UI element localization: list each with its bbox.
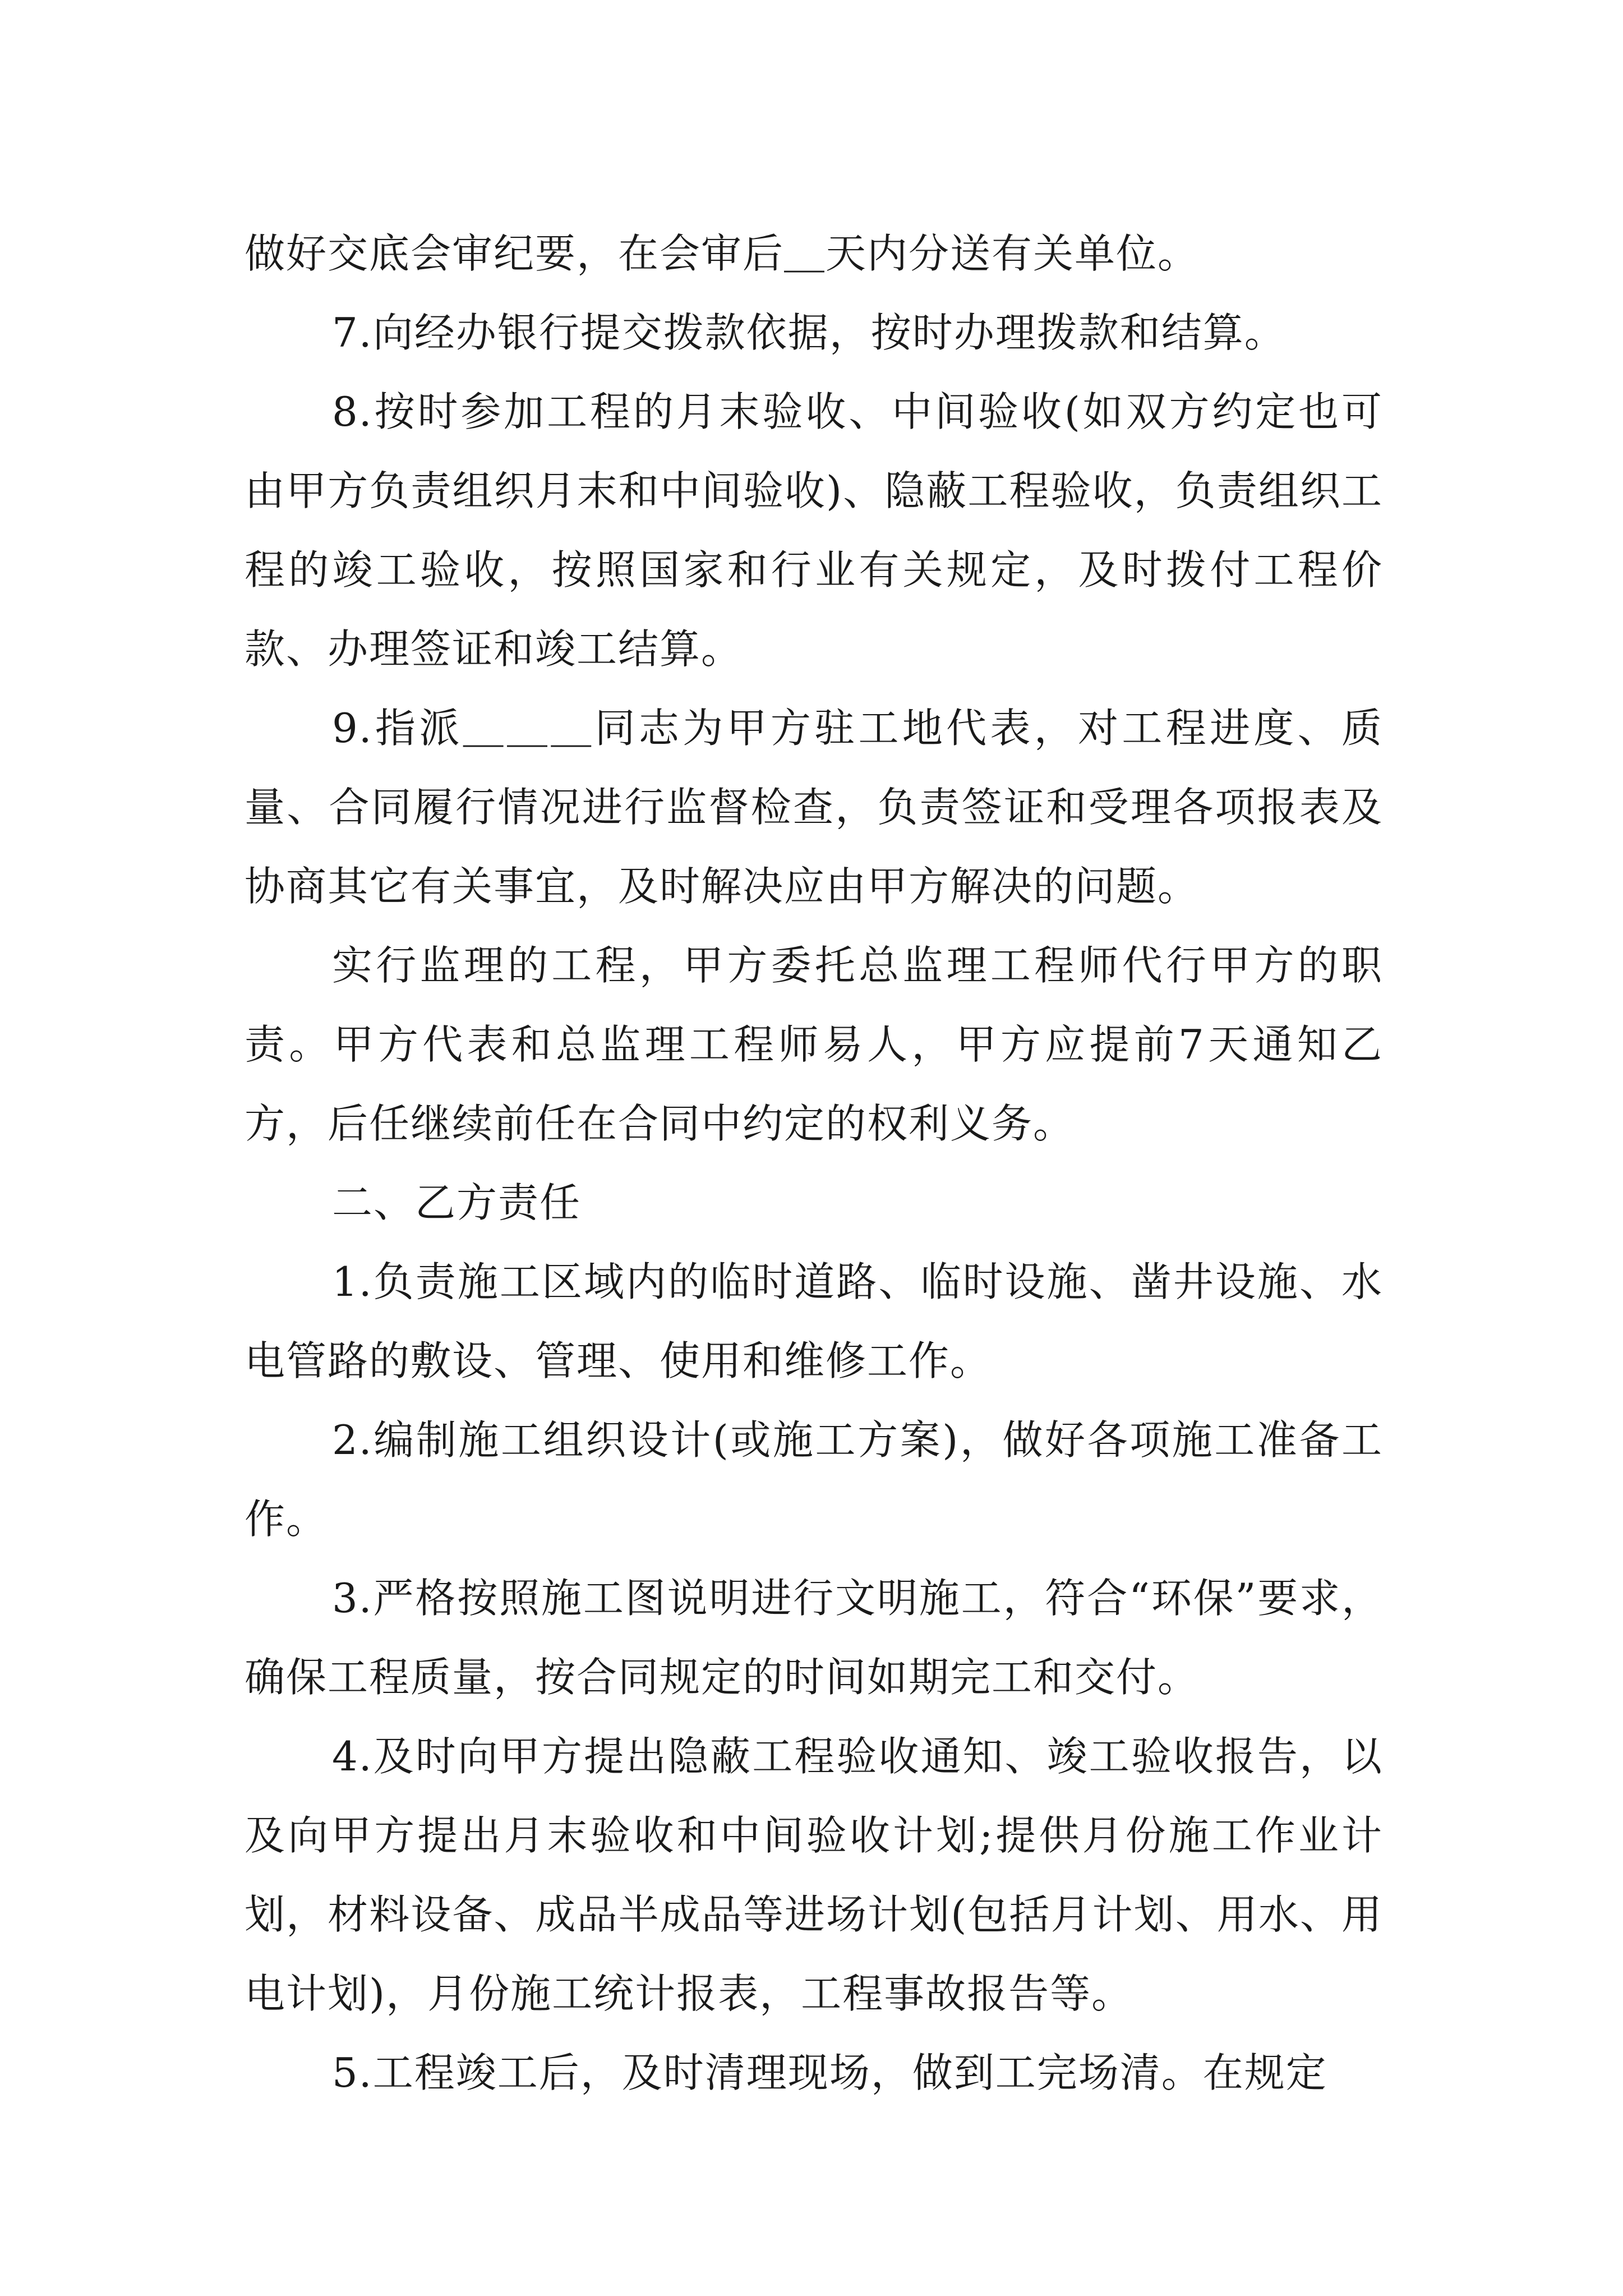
paragraph-9: 3.严格按照施工图说明进行文明施工，符合“环保”要求，确保工程质量，按合同规定的时间如期完工和交付。 [245,1575,1383,1701]
paragraph-10: 4.及时向甲方提出隐蔽工程验收通知、竣工验收报告，以及向甲方提出月末验收和中间验收计划;提供月份施工作业计划，材料设备、成品半成品等进场计划(包括月计划、用水、用电计划)，月份施工统计报表，工程事故报告等。 [245,1733,1383,2017]
document-body [245,214,1383,2113]
paragraph-4: 9.指派＿＿＿同志为甲方驻工地代表，对工程进度、质量、合同履行情况进行监督检查，负责签证和受理各项报表及协商其它有关事宜，及时解决应由甲方解决的问题。 [245,705,1383,910]
paragraph-3: 8.按时参加工程的月末验收、中间验收(如双方约定也可由甲方负责组织月末和中间验收)、隐蔽工程验收，负责组织工程的竣工验收，按照国家和行业有关规定，及时拨付工程价款、办理签证和竣工结算。 [245,388,1383,673]
paragraph-11: 5.工程竣工后，及时清理现场，做到工完场清。在规定 [332,2049,1327,2096]
paragraph-2: 7.向经办银行提交拨款依据，按时办理拨款和结算。 [332,309,1286,356]
paragraph-1: 做好交底会审纪要，在会审后＿天内分送有关单位。 [245,230,1200,277]
paragraph-8: 2.编制施工组织设计(或施工方案)，做好各项施工准备工作。 [245,1416,1383,1543]
section-heading: 二、乙方责任 [332,1179,582,1226]
paragraph-5: 实行监理的工程，甲方委托总监理工程师代行甲方的职责。甲方代表和总监理工程师易人，甲方应提前7天通知乙方，后任继续前任在合同中约定的权利义务。 [245,942,1383,1147]
paragraph-7: 1.负责施工区域内的临时道路、临时设施、凿井设施、水电管路的敷设、管理、使用和维修工作。 [245,1258,1383,1384]
